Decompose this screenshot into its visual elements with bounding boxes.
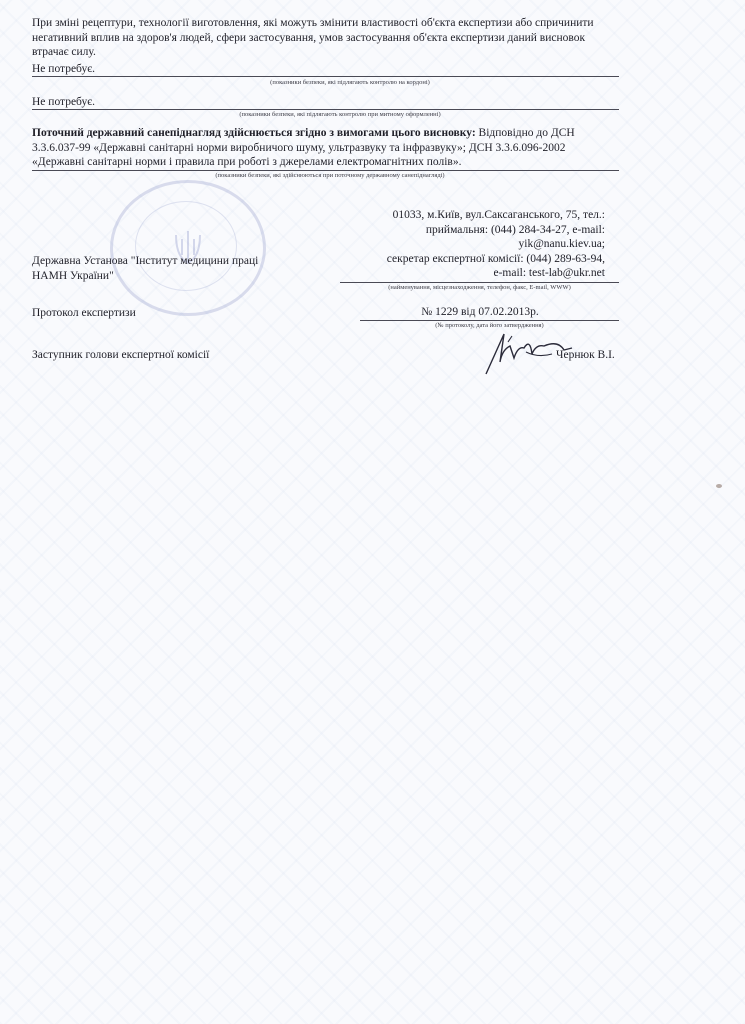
supervision-caption: (показники безпеки, які здійснюються при поточному державному санепіднагляді) bbox=[215, 172, 445, 179]
address-line-2: приймальня: (044) 284-34-27, e-mail: bbox=[425, 223, 605, 236]
protocol-value: № 1229 від 07.02.2013р. bbox=[421, 306, 539, 318]
supervision-text: Відповідно до ДСН 3.3.6.037-99 «Державні санітарні норми виробничого шуму, ультразвуку та інфразвуку»; ДСН 3.3.6.096-2002 «Державні санітарні норми і правила при роботі з джерелами електромагнітних полів». bbox=[32, 127, 575, 169]
protocol-caption: (№ протоколу, дата його затвердження) bbox=[435, 322, 544, 329]
customs-control-rule bbox=[32, 109, 619, 110]
intro-paragraph: При зміні рецептури, технології виготовлення, які можуть змінити властивості об'єкта експертизи або спричинити негативний вплив на здоров'я людей, сфери застосування, умов застосування об'єкта експертизи даний висновок втрачає силу. bbox=[32, 17, 594, 59]
protocol-rule bbox=[360, 320, 619, 321]
seal-stamp bbox=[110, 180, 266, 316]
address-line-3: yik@nanu.kiev.ua; bbox=[518, 238, 605, 251]
customs-control-value: Не потребує. bbox=[32, 96, 96, 108]
supervision-paragraph bbox=[32, 126, 619, 170]
signatory-name: Чернюк В.І. bbox=[556, 349, 615, 361]
institution-name-line-2: НАМН України" bbox=[32, 269, 114, 282]
institution-name-line-1: Державна Установа "Інститут медицини праці bbox=[32, 255, 259, 267]
customs-control-caption: (показники безпеки, які підлягають контролю при митному оформленні) bbox=[239, 111, 441, 118]
supervision-lead: Поточний державний санепіднагляд здійснюється згідно з вимогами цього висновку: bbox=[32, 127, 476, 139]
border-control-value: Не потребує. bbox=[32, 63, 96, 75]
border-control-rule bbox=[32, 76, 619, 77]
address-line-4: секретар експертної комісії: (044) 289-63-94, bbox=[386, 252, 605, 265]
signature-label: Заступник голови експертної комісії bbox=[32, 349, 210, 361]
border-control-caption: (показники безпеки, які підлягають контролю на кордоні) bbox=[270, 79, 430, 86]
supervision-rule bbox=[32, 170, 619, 171]
institution-caption: (найменування, місцезнаходження, телефон, факс, E-mail, WWW) bbox=[388, 284, 571, 291]
institution-address bbox=[330, 208, 605, 281]
address-line-5: e-mail: test-lab@ukr.net bbox=[493, 267, 605, 280]
protocol-label: Протокол експертизи bbox=[32, 307, 136, 319]
address-line-1: 01033, м.Київ, вул.Саксаганського, 75, тел.: bbox=[392, 209, 605, 221]
institution-name bbox=[32, 254, 332, 283]
paper-speck bbox=[716, 484, 722, 488]
institution-rule bbox=[340, 282, 619, 283]
